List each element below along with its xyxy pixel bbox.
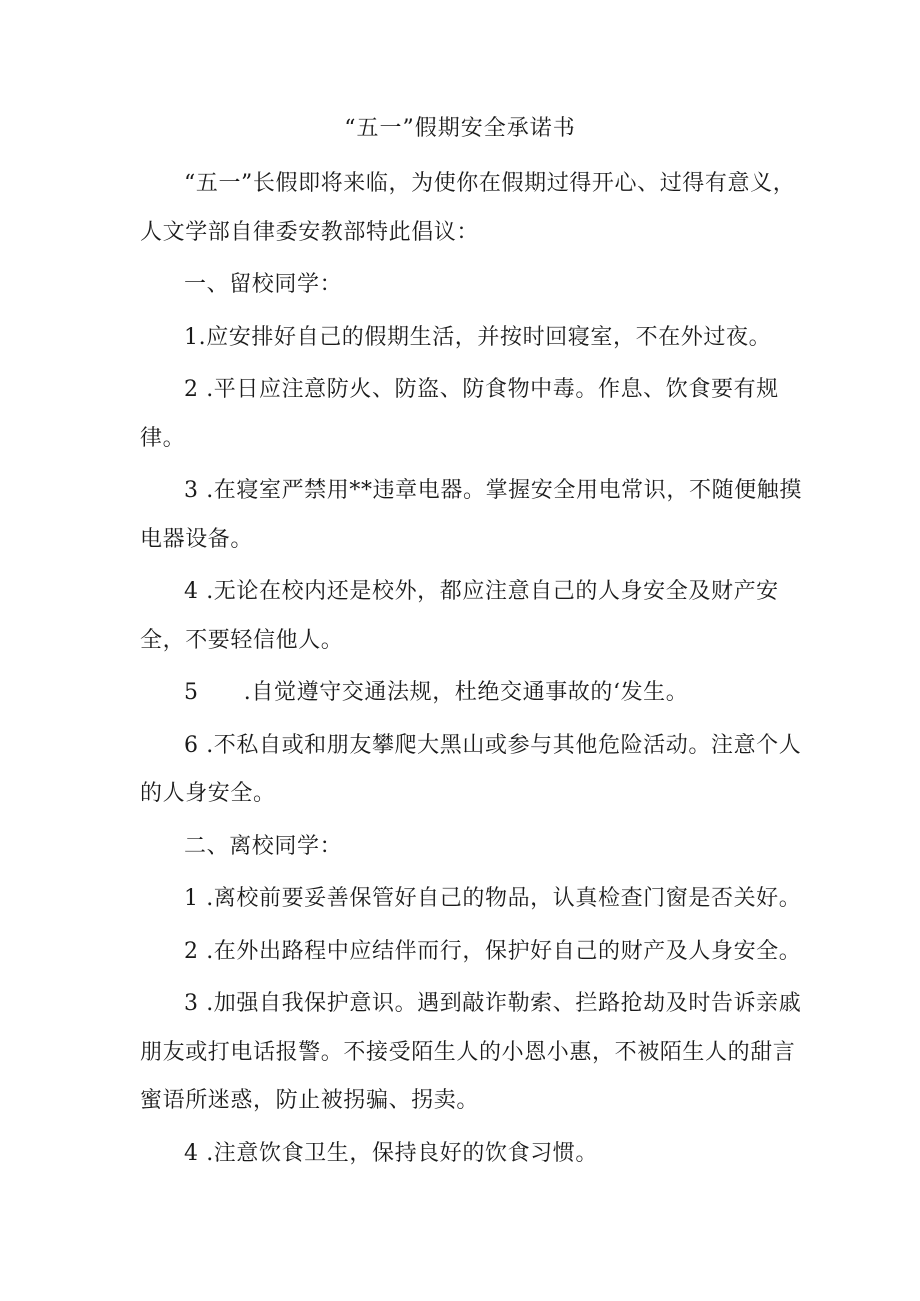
intro-paragraph: “五一”长假即将来临，为使你在假期过得开心、过得有意义，人文学部自律委安教部特此倡议： bbox=[140, 171, 796, 245]
section-1-item: 5 .自觉遵守交通法规，杜绝交通事故的‘发生。 bbox=[184, 680, 689, 705]
section-1-item: 1.应安排好自己的假期生活，并按时回寝室，不在外过夜。 bbox=[184, 324, 772, 350]
section-2-item: 4 .注意饮食卫生，保持良好的饮食习惯。 bbox=[184, 1140, 598, 1166]
section-2-item: 2 .在外出路程中应结伴而行，保护好自己的财产及人身安全。 bbox=[184, 938, 802, 964]
section-1-item: 2 .平日应注意防火、防盗、防食物中毒。作息、饮食要有规律。 bbox=[140, 377, 779, 451]
section-2-item: 3 .加强自我保护意识。遇到敲诈勒索、拦路抢劫及时告诉亲戚朋友或打电话报警。不接受陌生人的小恩小惠，不被陌生人的甜言蜜语所迷惑，防止被拐骗、拐卖。 bbox=[140, 991, 802, 1113]
document-title: “五一”假期安全承诺书 bbox=[344, 116, 576, 141]
section-2-heading: 二、离校同学： bbox=[184, 833, 343, 859]
section-1-item: 3 .在寝室严禁用**违章电器。掌握安全用电常识，不随便触摸电器设备。 bbox=[140, 478, 802, 552]
section-1-item: 4 .无论在校内还是校外，都应注意自己的人身安全及财产安全，不要轻信他人。 bbox=[140, 579, 779, 653]
section-1-heading: 一、留校同学： bbox=[184, 272, 343, 297]
section-1-item: 6 .不私自或和朋友攀爬大黑山或参与其他危险活动。注意个人的人身安全。 bbox=[140, 732, 802, 806]
section-2-item: 1 .离校前要妥善保管好自己的物品，认真检查门窗是否关好。 bbox=[184, 886, 802, 911]
document-body bbox=[140, 160, 808, 1178]
